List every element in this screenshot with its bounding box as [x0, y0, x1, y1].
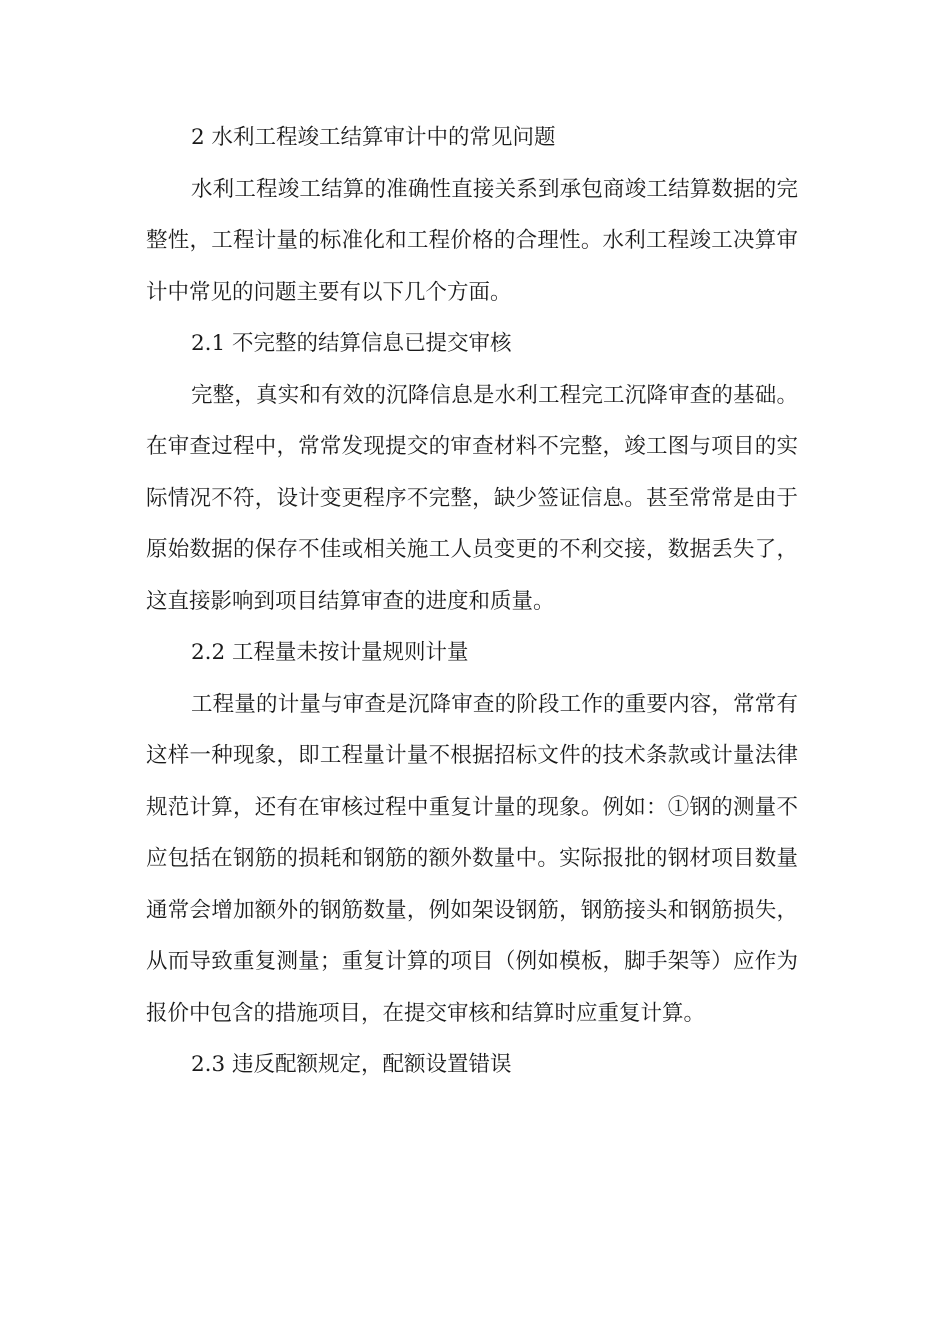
paragraph-2-2: 工程量的计量与审查是沉降审查的阶段工作的重要内容，常常有这样一种现象，即工程量计量不根据招标文件的技术条款或计量法律规范计算，还有在审核过程中重复计量的现象。例如：①钢的测量不应包括在钢筋的损耗和钢筋的额外数量中。实际报批的钢材项目数量通常会增加额外的钢筋数量，例如架设钢筋，钢筋接头和钢筋损失，从而导致重复测量；重复计算的项目（例如模板，脚手架等）应作为报价中包含的措施项目，在提交审核和结算时应重复计算。: [146, 691, 798, 1026]
section-heading-2: 2 水利工程竣工结算审计中的常见问题: [191, 125, 556, 150]
section-heading-2-1: 2.1 不完整的结算信息已提交审核: [191, 331, 512, 356]
section-heading-2-2: 2.2 工程量未按计量规则计量: [191, 640, 469, 665]
paragraph-2-1: 完整，真实和有效的沉降信息是水利工程完工沉降审查的基础。在审查过程中，常常发现提交的审查材料不完整，竣工图与项目的实际情况不符，设计变更程序不完整，缺少签证信息。甚至常常是由于原始数据的保存不佳或相关施工人员变更的不利交接，数据丢失了，这直接影响到项目结算审查的进度和质量。: [146, 382, 798, 614]
paragraph-intro: 水利工程竣工结算的准确性直接关系到承包商竣工结算数据的完整性，工程计量的标准化和工程价格的合理性。水利工程竣工决算审计中常见的问题主要有以下几个方面。: [146, 176, 798, 305]
section-heading-2-3: 2.3 违反配额规定，配额设置错误: [191, 1052, 512, 1077]
document-body: [146, 112, 798, 1091]
